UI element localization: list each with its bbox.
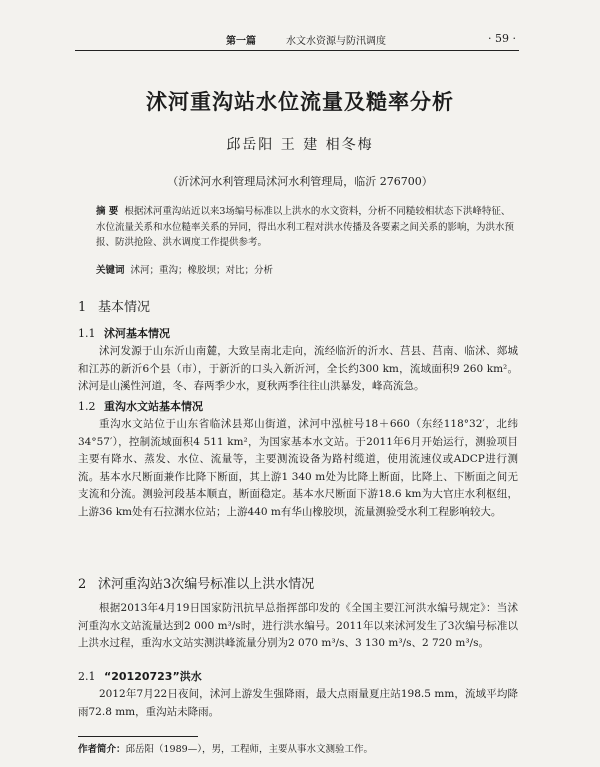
section-heading: [78, 573, 314, 592]
paragraph: 沭河发源于山东沂山南麓，大致呈南北走向，流经临沂的沂水、莒县、莒南、临沭、郯城和江苏的新沂6个县（市），于新沂的口头入新沂河，全长约300 km，流域面积9 260 km²。沭河是山溪性河道，冬、春两季少水，夏秋两季往往山洪暴发，峰高流急。: [78, 345, 518, 392]
affiliation: （沂沭河水利管理局沭河水利管理局，临沂 276700）: [167, 175, 433, 188]
footnote: [78, 741, 373, 755]
page-number: · 59 ·: [488, 32, 516, 45]
subsection-heading: [78, 325, 170, 341]
abstract: [96, 204, 516, 251]
footnote-text: 邱岳阳（1989—），男，工程师，主要从事水文测验工作。: [125, 744, 373, 755]
subsection-title: 沭河基本情况: [104, 327, 170, 340]
keywords-text: 沭河；重沟；橡胶坝；对比；分析: [130, 265, 274, 276]
section-number: 2: [78, 577, 87, 592]
paragraph: 重沟水文站位于山东省临沭县郑山街道，沭河中泓桩号18＋660（东经118°32′，北纬34°57′），控制流域面积4 511 km²，为国家基本水文站。于2011年6月开始运行，测验项目主要有降水、蒸发、水位、流量等，主要测流设备为路村缆道，使用流速仪或ADCP进行测流。基本水尺断面兼作比降下断面，其上游1 340 m处为比降上断面，比降上、下断面之间无支流和分流。测验河段基本顺直，断面稳定。基本水尺断面下游18.6 km为大官庄水利枢纽，上游36 km处有石拉渊水位站；上游440 m有华山橡胶坝，流量测验受水利工程影响较大。: [78, 418, 518, 518]
keywords: [96, 262, 516, 276]
header-rule: [75, 50, 519, 51]
subsection-heading: [78, 398, 203, 414]
subsection-number: 2.1: [78, 670, 96, 683]
subsection-title: “20120723”洪水: [104, 670, 202, 683]
running-header: [0, 30, 600, 50]
abstract-label: 摘 要: [96, 206, 119, 217]
subsection-number: 1.1: [78, 327, 96, 340]
authors: 邱岳阳 王 建 相冬梅: [226, 137, 374, 153]
running-header-section: 第一篇: [226, 36, 256, 47]
section-title: 沭河重沟站3次编号标准以上洪水情况: [98, 577, 315, 592]
paragraph: 2012年7月22日夜间，沭河上游发生强降雨，最大点雨量夏庄站198.5 mm，流域平均降雨72.8 mm，重沟站未降雨。: [78, 688, 518, 718]
paper-title: 沭河重沟站水位流量及糙率分析: [146, 90, 454, 114]
running-header-subtitle: 水文水资源与防汛调度: [286, 36, 386, 47]
footnote-rule: [78, 736, 198, 737]
keywords-label: 关键词: [96, 265, 125, 276]
abstract-text: 根据沭河重沟站近以来3场编号标准以上洪水的水文资料，分析不同糙较相状态下洪峰特征、水位流量关系和水位糙率关系的异同，得出水利工程对洪水传播及各要素之间关系的影响，为洪水预报、防洪抢险、洪水调度工作提供参考。: [96, 206, 515, 248]
footnote-label: 作者简介：: [78, 744, 126, 755]
paragraph: 根据2013年4月19日国家防汛抗旱总指挥部印发的《全国主要江河洪水编号规定》：当沭河重沟水文站流量达到2 000 m³/s时，进行洪水编号。2011年以来沭河发生了3次编号标准以上洪水过程，重沟水文站实测洪峰流量分别为2 070 m³/s、3 130 m³/s、2 720 m³/s。: [78, 602, 518, 649]
subsection-number: 1.2: [78, 400, 96, 413]
section-number: 1: [78, 300, 87, 315]
section-heading: [78, 296, 150, 315]
section-title: 基本情况: [98, 300, 151, 315]
subsection-heading: [78, 668, 202, 684]
subsection-title: 重沟水文站基本情况: [104, 400, 203, 413]
